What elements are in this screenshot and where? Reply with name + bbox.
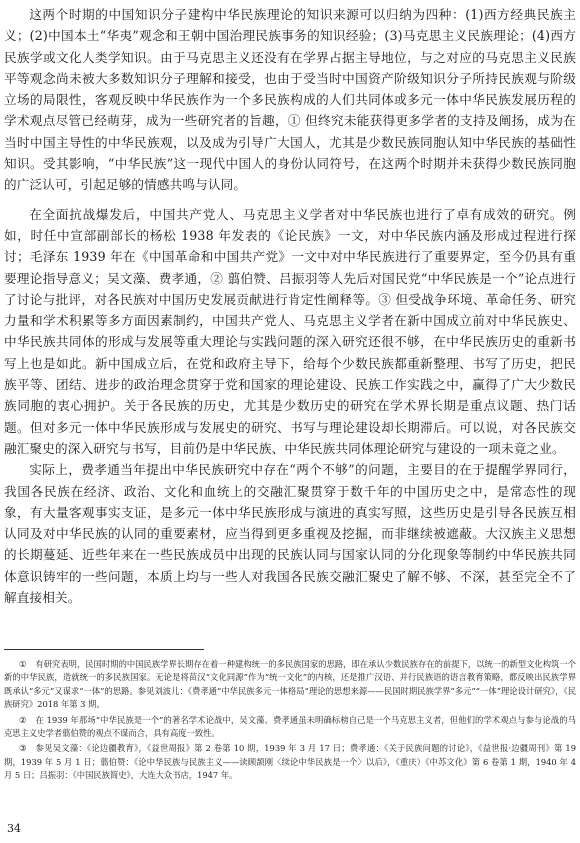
footnote-number: ①: [18, 659, 27, 669]
footnote-number: ③: [18, 743, 27, 754]
paragraph: 在全面抗战爆发后，中国共产党人、马克思主义学者对中华民族也进行了卓有成效的研究。例如，时任中宣部副部长的杨松 1938 年发表的《论民族》一文，对中华民族内涵及形成过程进行探讨；毛泽东 1939 年在《中国革命和中国共产党》一文中对中华民族进行了重要界定，至今仍具有重要理论指导意义；吴文藻、费孝通，② 翦伯赞、吕振羽等人先后对国民党“中华民族是一个”论点进行了讨论与批评，对各民族对中国历史发展贡献进行肯定性阐释等。③ 但受战争环境、革命任务、研究力量和学术积累等多方面因素制约，中国共产党人、马克思主义学者在新中国成立前对中华民族史、中华民族共同体的形成与发展等重大理论与实践问题的深入研究还很不够，在中华民族历史的重新书写上也是如此。新中国成立后，在党和政府主导下，给每个少数民族都重新整理、书写了历史，把民族平等、团结、进步的政治理念贯穿于党和国家的理论建设、民族工作实践之中，赢得了广大少数民族同胞的衷心拥护。关于各民族的历史，尤其是少数历史的研究在学术界长期是重点议题、热门话题。但对多元一体中华民族形成与发展史的研究、书写与理论建设却长期滞后。可以说，对各民族交融汇聚史的深入研究与书写，目前仍是中华民族、中华民族共同体理论研究与建设的一项未竟之业。: [4, 206, 576, 456]
paragraph: 这两个时期的中国知识分子建构中华民族理论的知识来源可以归纳为四种：(1)西方经典民族主义；(2)中国本土“华夷”观念和王朝中国治理民族事务的知识经验；(3)马克思主义民族理论；(4)西方民族学或文化人类学知识。由于马克思主义还没有在学界占据主导地位，与之对应的马克思主义民族平等观念尚未被大多数知识分子理解和接受，也由于受当时中国资产阶级知识分子所持民族观与阶级立场的局限性，客观反映中华民族作为一个多民族构成的人们共同体或多元一体中华民族发展历程的学术观点尽管已经萌芽，成为一些研究者的旨趣，① 但终究未能获得更多学者的支持及阐扬，成为在当时中国主导性的中华民族观，以及成为引导广大国人，尤其是少数民族同胞认知中华民族的基础性知识。受其影响，“中华民族”这一现代中国人的身份认同符号，在这两个时期并未获得少数民族同胞的广泛认可，引起足够的情感共鸣与认同。: [4, 7, 576, 193]
paragraph: 实际上，费孝通当年提出中华民族研究中存在“两个不够”的问题，主要目的在于提醒学界同行，我国各民族在经济、政治、文化和血统上的交融汇聚贯穿于数千年的中国历史之中，是常态性的现象，有大量客观事实支证，是多元一体中华民族形成与演进的真实写照，这些历史是引导各民族互相认同及对中华民族的认同的重要素材，应当得到更多重视及挖掘，而非继续被遮蔽。大汉族主义思想的长期蔓延、近些年来在一些民族成员中出现的民族认同与国家认同的分化现象等制约中华民族共同体意识铸牢的一些问题，本质上均与一些人对我国各民族交融汇聚史了解不够、不深，甚至完全不了解直接相关。: [4, 462, 576, 606]
footnote-text: 在 1939 年那场“中华民族是一个”的著名学术论战中，吴文藻、费孝通虽未明确标榜自己是一个马克思主义者，但他们的学术观点与参与论战的马克思主义史学者翦伯赞的观点不谋而合，具有高度一致性。: [4, 714, 576, 739]
footnote: [4, 658, 576, 712]
footnote-divider: [4, 649, 204, 650]
footnote: [4, 742, 576, 782]
footnote-number: ②: [18, 714, 27, 725]
body-text: [4, 4, 576, 608]
footnote-text: 参见吴文藻：《论边疆教育》，《益世周报》第 2 卷第 10 期，1939 年 3 月 17 日；费孝通：《关于民族问题的讨论》，《益世报·边疆周刊》第 19 期，1939 年 5 月 1 日；翦伯赞：《论中华民族与民族主义——读顾颉刚〈续论中华民族是一个〉以后》，《重庆）《中苏文化》第 6 卷第 1 期，1940 年 4 月 5 日；吕振羽：《中国民族简史》，大连大众书店，1947 年。: [4, 743, 576, 781]
page-number: 34: [7, 822, 21, 835]
footnote-text: 有研究表明，民国时期的中国民族学界长期存在着一种建构统一的多民族国家的思路，即在承认少数民族存在的前提下，以统一的新型文化构筑一个新的中华民族，造就统一的多民族国家。无论是将苗汉“文化同源”作为“统一文化”的内核，还是推广汉语、并行民族语的语言教育策略，都反映出民族学界既承认“多元”又谋求“一体”的思路。参见刘波儿：《费孝通“中华民族多元一体格局”理论的思想来源——民国时期民族学界“多元”“一体”理论设计研究》，《民族研究》2018 年第 3 期。: [4, 659, 576, 710]
footnote: [4, 714, 576, 741]
footnotes: [4, 658, 576, 785]
